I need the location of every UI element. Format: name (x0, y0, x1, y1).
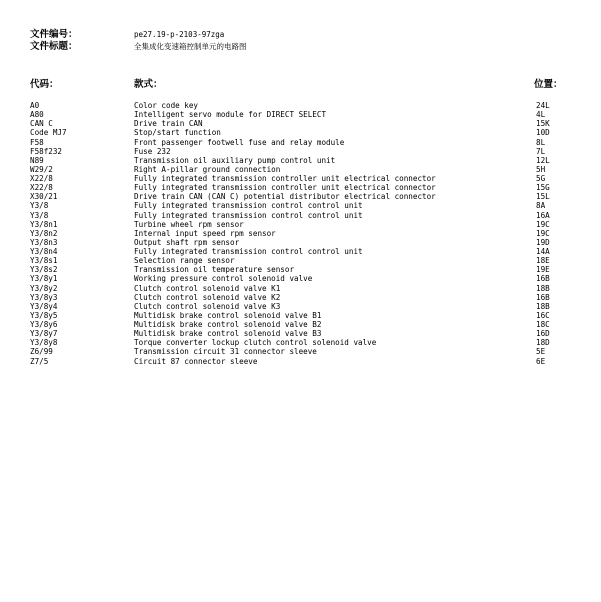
row-description: Clutch control solenoid valve K2 (134, 292, 281, 302)
row-description: Front passenger footwell fuse and relay module (134, 137, 345, 147)
row-description: Turbine wheel rpm sensor (134, 219, 244, 229)
row-code: Y3/8y5 (30, 310, 58, 320)
row-position: 15G (536, 183, 550, 193)
table-row (30, 302, 571, 311)
row-position: 5H (536, 164, 546, 174)
table-header (30, 79, 571, 91)
table-row (30, 201, 571, 210)
file-number-value: pe27.19-p-2103-97zga (134, 30, 225, 39)
row-position: 18B (536, 301, 550, 311)
row-position: 16D (536, 329, 550, 339)
file-title-value: 全集成化变速箱控制单元的电路图 (134, 42, 247, 51)
row-code: Y3/8y7 (30, 329, 58, 339)
row-code: A80 (30, 110, 44, 120)
table-row (30, 128, 571, 137)
row-position: 16C (536, 310, 550, 320)
row-position: 19C (536, 219, 550, 229)
row-code: W29/2 (30, 164, 53, 174)
row-code: F58f232 (30, 146, 63, 156)
row-position: 18C (536, 320, 550, 329)
table-row (30, 265, 571, 274)
table-row (30, 347, 571, 356)
file-title-row (30, 41, 570, 53)
table-row (30, 174, 571, 183)
row-description: Right A-pillar ground connection (134, 164, 281, 174)
row-position: 6E (536, 356, 546, 366)
row-position: 24L (536, 101, 550, 110)
row-description: Drive train CAN (CAN C) potential distributor electrical connector (134, 192, 436, 202)
row-description: Color code key (134, 101, 199, 110)
table-row (30, 320, 571, 329)
row-code: Y3/8 (30, 201, 49, 211)
row-position: 7L (536, 146, 546, 156)
row-code: Y3/8y4 (30, 301, 58, 311)
row-description: Internal input speed rpm sensor (134, 228, 276, 238)
row-position: 19C (536, 228, 550, 238)
table-row (30, 311, 571, 320)
table-row (30, 338, 571, 347)
row-description: Fully integrated transmission control control unit (134, 201, 363, 211)
row-description: Circuit 87 connector sleeve (134, 356, 258, 366)
row-code: Y3/8 (30, 210, 49, 220)
row-code: F58 (30, 137, 44, 147)
table-row (30, 110, 571, 119)
row-code: CAN C (30, 119, 53, 129)
row-code: Y3/8y6 (30, 320, 58, 329)
header-description: 款式： (134, 79, 163, 90)
row-code: Y3/8n4 (30, 247, 58, 256)
row-description: Stop/start function (134, 128, 221, 138)
row-code: X22/8 (30, 174, 53, 183)
table-row (30, 247, 571, 256)
row-description: Transmission oil temperature sensor (134, 265, 295, 275)
row-position: 18E (536, 256, 550, 266)
header-code: 代码： (30, 79, 59, 90)
row-code: Y3/8y2 (30, 283, 58, 293)
row-code: Z7/5 (30, 356, 49, 366)
row-description: Fully integrated transmission controller unit electrical connector (134, 183, 436, 193)
table-row (30, 147, 571, 156)
table-row (30, 274, 571, 283)
row-description: Output shaft rpm sensor (134, 237, 240, 247)
table-row (30, 220, 571, 229)
row-position: 5E (536, 347, 546, 357)
row-position: 16B (536, 274, 550, 284)
row-code: Z6/99 (30, 347, 53, 357)
row-position: 19E (536, 265, 550, 275)
row-description: Multidisk brake control solenoid valve B1 (134, 310, 322, 320)
row-position: 18B (536, 283, 550, 293)
row-position: 8L (536, 137, 546, 147)
row-code: Code MJ7 (30, 128, 67, 138)
component-table (30, 101, 571, 366)
file-title-label: 文件标题： (30, 41, 78, 52)
row-position: 4L (536, 110, 546, 120)
row-description: Transmission circuit 31 connector sleeve (134, 347, 317, 357)
row-description: Transmission oil auxiliary pump control unit (134, 155, 336, 165)
row-position: 19D (536, 237, 550, 247)
row-position: 12L (536, 155, 550, 165)
row-position: 16A (536, 210, 550, 220)
row-code: Y3/8s2 (30, 265, 58, 275)
table-row (30, 238, 571, 247)
table-row (30, 211, 571, 220)
row-code: Y3/8n2 (30, 228, 58, 238)
row-position: 18D (536, 338, 550, 348)
row-code: A0 (30, 101, 40, 110)
row-code: N89 (30, 155, 44, 165)
row-position: 15L (536, 192, 550, 202)
table-row (30, 183, 571, 192)
row-description: Multidisk brake control solenoid valve B2 (134, 320, 322, 329)
row-position: 8A (536, 201, 546, 211)
table-row (30, 284, 571, 293)
row-description: Torque converter lockup clutch control solenoid valve (134, 338, 377, 348)
row-position: 14A (536, 247, 550, 256)
row-position: 5G (536, 174, 546, 183)
document-meta (30, 29, 570, 53)
row-description: Fuse 232 (134, 146, 171, 156)
row-description: Working pressure control solenoid valve (134, 274, 313, 284)
row-description: Fully integrated transmission control control unit (134, 210, 363, 220)
file-number-label: 文件编号： (30, 29, 78, 40)
row-description: Multidisk brake control solenoid valve B3 (134, 329, 322, 339)
table-row (30, 119, 571, 128)
row-code: X22/8 (30, 183, 53, 193)
row-description: Selection range sensor (134, 256, 235, 266)
table-row (30, 229, 571, 238)
row-position: 16B (536, 292, 550, 302)
row-position: 15K (536, 119, 550, 129)
table-row (30, 138, 571, 147)
table-row (30, 329, 571, 338)
row-code: Y3/8s1 (30, 256, 58, 266)
row-description: Fully integrated transmission controller unit electrical connector (134, 174, 436, 183)
row-code: Y3/8n1 (30, 219, 58, 229)
table-row (30, 156, 571, 165)
row-position: 10D (536, 128, 550, 138)
table-row (30, 192, 571, 201)
table-row (30, 256, 571, 265)
row-description: Intelligent servo module for DIRECT SELECT (134, 110, 327, 120)
row-code: Y3/8y1 (30, 274, 58, 284)
row-code: Y3/8y3 (30, 292, 58, 302)
row-description: Clutch control solenoid valve K3 (134, 301, 281, 311)
table-row (30, 101, 571, 110)
row-code: X30/21 (30, 192, 58, 202)
file-number-row (30, 29, 570, 41)
table-row (30, 293, 571, 302)
row-code: Y3/8y8 (30, 338, 58, 348)
row-code: Y3/8n3 (30, 237, 58, 247)
header-position: 位置： (534, 79, 563, 90)
row-description: Fully integrated transmission control control unit (134, 247, 363, 256)
row-description: Drive train CAN (134, 119, 203, 129)
table-row (30, 165, 571, 174)
row-description: Clutch control solenoid valve K1 (134, 283, 281, 293)
table-row (30, 357, 571, 366)
